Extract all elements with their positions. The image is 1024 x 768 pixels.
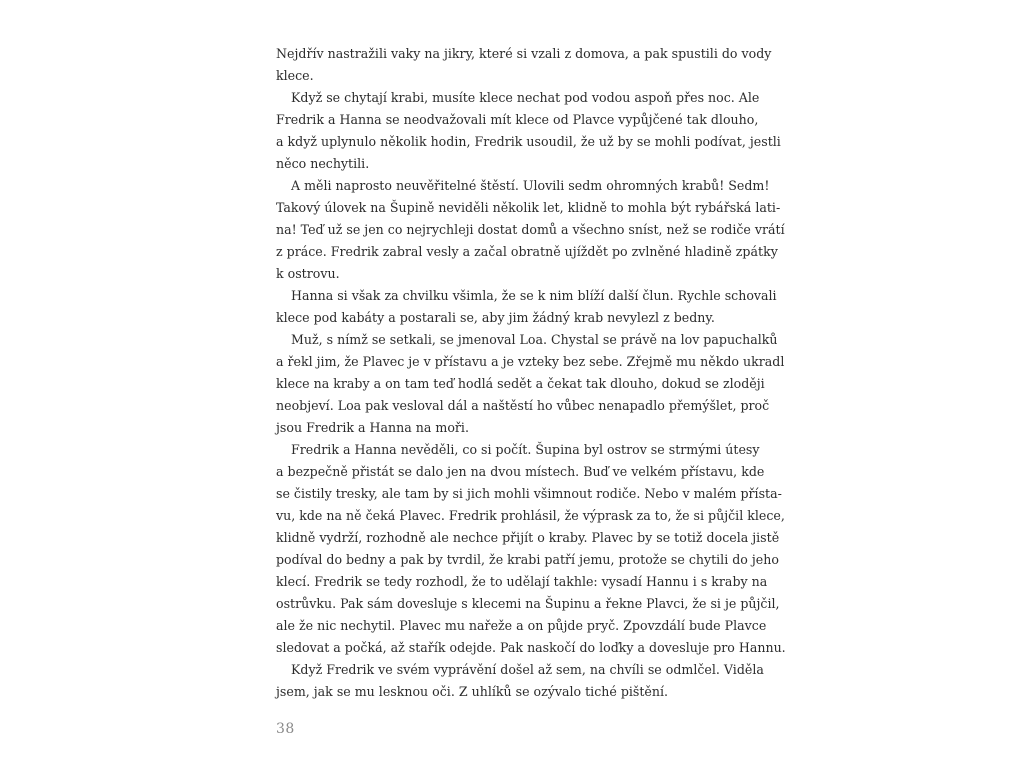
text-line: Fredrik a Hanna se neodvažovali mít klece od Plavce vypůjčené tak dlouho, — [276, 112, 759, 127]
text-line: Když Fredrik ve svém vyprávění došel až sem, na chvíli se odmlčel. Viděla — [291, 662, 764, 677]
page-number: 38 — [276, 721, 295, 737]
text-line: něco nechytili. — [276, 156, 370, 171]
text-line: klece pod kabáty a postarali se, aby jim žádný krab nevylezl z bedny. — [276, 310, 715, 325]
text-line: Fredrik a Hanna nevěděli, co si počít. Šupina byl ostrov se strmými útesy — [291, 442, 760, 457]
text-line: Takový úlovek na Šupině neviděli několik let, klidně to mohla být rybářská lati- — [276, 200, 781, 215]
text-line: jsem, jak se mu lesknou oči. Z uhlíků se ozývalo tiché pištění. — [276, 684, 669, 699]
text-line: k ostrovu. — [276, 266, 340, 281]
text-line: Hanna si však za chvilku všimla, že se k nim blíží další člun. Rychle schovali — [291, 288, 777, 303]
text-line: a řekl jim, že Plavec je v přístavu a je vzteky bez sebe. Zřejmě mu někdo ukradl — [276, 354, 785, 369]
text-line: ostrůvku. Pak sám dovesluje s klecemi na Šupinu a řekne Plavci, že si je půjčil, — [276, 596, 780, 611]
text-line: vu, kde na ně čeká Plavec. Fredrik prohlásil, že výprask za to, že si půjčil klece, — [276, 508, 785, 523]
text-line: jsou Fredrik a Hanna na moři. — [276, 420, 469, 435]
text-line: klidně vydrží, rozhodně ale nechce přijít o kraby. Plavec by se totiž docela jistě — [276, 530, 780, 545]
text-line: na! Teď už se jen co nejrychleji dostat domů a všechno sníst, než se rodiče vrátí — [276, 222, 785, 237]
text-line: klecí. Fredrik se tedy rozhodl, že to udělají takhle: vysadí Hannu i s kraby na — [276, 574, 768, 589]
body-text — [276, 43, 786, 703]
text-line: klece na kraby a on tam teď hodlá sedět a čekat tak dlouho, dokud se zloději — [276, 376, 765, 391]
text-line: Muž, s nímž se setkali, se jmenoval Loa. Chystal se právě na lov papuchalků — [291, 332, 778, 347]
text-line: podíval do bedny a pak by tvrdil, že krabi patří jemu, protože se chytili do jeho — [276, 552, 779, 567]
text-line: a když uplynulo několik hodin, Fredrik usoudil, že už by se mohli podívat, jestli — [276, 134, 781, 149]
text-line: Nejdřív nastražili vaky na jikry, které si vzali z domova, a pak spustili do vody — [276, 46, 772, 61]
text-line: sledovat a počká, až stařík odejde. Pak naskočí do loďky a dovesluje pro Hannu. — [276, 640, 786, 655]
text-line: A měli naprosto neuvěřitelné štěstí. Ulovili sedm ohromných krabů! Sedm! — [291, 178, 770, 193]
text-line: se čistily tresky, ale tam by si jich mohli všimnout rodiče. Nebo v malém přísta- — [276, 486, 782, 501]
text-line: neobjeví. Loa pak vesloval dál a naštěstí ho vůbec nenapadlo přemýšlet, proč — [276, 398, 770, 413]
text-line: Když se chytají krabi, musíte klece nechat pod vodou aspoň přes noc. Ale — [291, 90, 760, 105]
text-line: klece. — [276, 68, 314, 83]
text-line: a bezpečně přistát se dalo jen na dvou místech. Buď ve velkém přístavu, kde — [276, 464, 765, 479]
text-line: ale že nic nechytil. Plavec mu nařeže a on půjde pryč. Zpovzdálí bude Plavce — [276, 618, 767, 633]
text-line: z práce. Fredrik zabral vesly a začal obratně ujíždět po zvlněné hladině zpátky — [276, 244, 778, 259]
